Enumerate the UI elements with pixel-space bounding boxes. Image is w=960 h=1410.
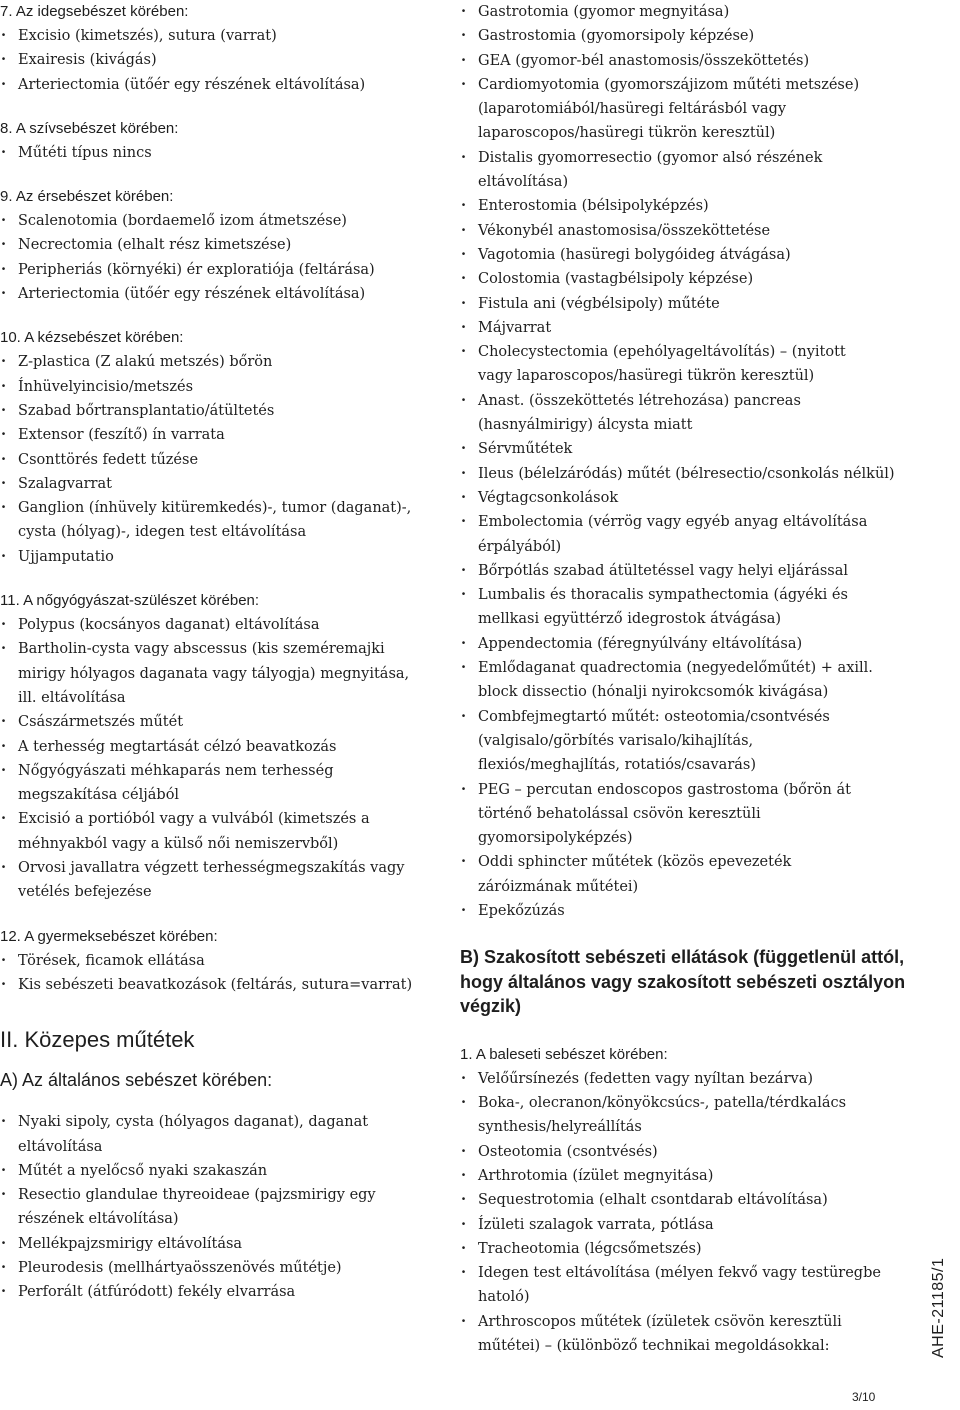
right-column: [460, 0, 906, 1358]
section-heading: 11. A nőgyógyászat-szülészet körében:: [0, 592, 260, 610]
list-item: · Ízületi szalagok varrata, pótlása: [460, 1213, 890, 1237]
list-item: · Ínhüvelyincisio/metszés: [0, 375, 440, 399]
list-item: · Sequestrotomia (elhalt csontdarab eltávolítása): [460, 1188, 890, 1212]
list-item: · Vagotomia (hasüregi bolygóideg átvágása): [460, 243, 890, 267]
section-heading: 1. A baleseti sebészet körében:: [460, 1045, 668, 1063]
section-12: [0, 925, 440, 998]
list-item: · Embolectomia (vérrög vagy egyéb anyag eltávolítása érpályából): [460, 510, 890, 559]
list-item: · GEA (gyomor-bél anastomosis/összeköttetés): [460, 49, 890, 73]
list-item: · Csonttörés fedett tűzése: [0, 448, 440, 472]
list-item: · Bőrpótlás szabad átültetéssel vagy helyi eljárással: [460, 559, 890, 583]
section-10: [0, 326, 440, 569]
item-list: [0, 141, 440, 165]
list-item: · Lumbalis és thoracalis sympathectomia (ágyéki és mellkasi együttérző idegrostok átvágása): [460, 583, 890, 632]
item-list: [460, 1067, 890, 1359]
list-item: · Appendectomia (féregnyúlvány eltávolítása): [460, 632, 890, 656]
list-item: · Császármetszés műtét: [0, 710, 440, 734]
section-a-title: A) Az általános sebészet körében:: [0, 1070, 273, 1091]
list-item: · Pleurodesis (mellhártyaösszenövés műtétje): [0, 1256, 440, 1280]
list-item: · Sérvműtétek: [460, 437, 890, 461]
item-list: [0, 24, 440, 97]
document-code: AHE-21185/1: [930, 1257, 947, 1358]
list-item: · Törések, ficamok ellátása: [0, 949, 440, 973]
list-item: · Orvosi javallatra végzett terhességmegszakítás vagy vetélés befejezése: [0, 856, 440, 905]
list-item: · Kis sebészeti beavatkozások (feltárás, sutura=varrat): [0, 973, 440, 997]
list-item: · Boka-, olecranon/könyökcsúcs-, patella/térdkalács synthesis/helyreállítás: [460, 1091, 890, 1140]
section-ii-title: II. Közepes műtétek: [0, 1027, 195, 1053]
list-item: · Resectio glandulae thyreoideae (pajzsmirigy egy részének eltávolítása): [0, 1183, 440, 1232]
list-item: · Cardiomyotomia (gyomorszájizom műtéti metszése) (laparotomiából/hasüregi feltárásból vagy laparoscopos/hasüregi tükrön keresztül): [460, 73, 890, 146]
list-item: · Arteriectomia (ütőér egy részének eltávolítása): [0, 73, 440, 97]
list-item: · Perforált (átfúródott) fekély elvarrása: [0, 1280, 440, 1304]
list-item: · Fistula ani (végbélsipoly) műtéte: [460, 292, 890, 316]
list-item: · Arthroscopos műtétek (ízületek csövön keresztüli műtétei) – (különböző technikai megoldásokkal:: [460, 1310, 890, 1359]
page-number: 3/10: [852, 1390, 876, 1404]
list-item: · Arteriectomia (ütőér egy részének eltávolítása): [0, 282, 440, 306]
list-item: · Excisio (kimetszés), sutura (varrat): [0, 24, 440, 48]
item-list: [0, 209, 440, 306]
list-item: · Mellékpajzsmirigy eltávolítása: [0, 1232, 440, 1256]
list-item: · Velőűrsínezés (fedetten vagy nyíltan bezárva): [460, 1067, 890, 1091]
list-item: · Műtéti típus nincs: [0, 141, 440, 165]
section-11: [0, 589, 440, 905]
section-heading: 12. A gyermeksebészet körében:: [0, 927, 218, 945]
list-item: · Szalagvarrat: [0, 472, 440, 496]
section-heading: 7. Az idegsebészet körében:: [0, 3, 189, 20]
list-item: · Peripheriás (környéki) ér exploratiója (feltárása): [0, 258, 440, 282]
list-item: · Arthrotomia (ízület megnyitása): [460, 1164, 890, 1188]
list-item: · Nyaki sipoly, cysta (hólyagos daganat), daganat eltávolítása: [0, 1110, 440, 1159]
list-item: · Anast. (összeköttetés létrehozása) pancreas (hasnyálmirigy) álcysta miatt: [460, 389, 890, 438]
list-item: · Enterostomia (bélsipolyképzés): [460, 194, 890, 218]
section-heading: 8. A szívsebészet körében:: [0, 119, 179, 137]
section-b1: [460, 1043, 890, 1359]
list-item: · PEG – percutan endoscopos gastrostoma (bőrön át történő behatolással csövön keresztüli gyomorsipolyképzés): [460, 778, 890, 851]
list-item: · Tracheotomia (légcsőmetszés): [460, 1237, 890, 1261]
list-item: · Z-plastica (Z alakú metszés) bőrön: [0, 350, 440, 374]
list-item: · Exairesis (kivágás): [0, 48, 440, 72]
section-b-title: B) Szakosított sebészeti ellátások (függetlenül attól, hogy általános vagy szakosított sebészeti osztályon végzik): [460, 947, 906, 1017]
list-item: · Osteotomia (csontvésés): [460, 1140, 890, 1164]
list-item: · Cholecystectomia (epehólyageltávolítás) – (nyitott vagy laparoscopos/hasüregi tükrön keresztül): [460, 340, 890, 389]
list-item: · Colostomia (vastagbélsipoly képzése): [460, 267, 890, 291]
list-item: · Végtagcsonkolások: [460, 486, 890, 510]
list-item: · Emlődaganat quadrectomia (negyedelőműtét) + axill. block dissectio (hónalji nyirokcsomók kivágása): [460, 656, 890, 705]
left-column: [0, 0, 440, 1305]
list-item: · Vékonybél anastomosisa/összeköttetése: [460, 219, 890, 243]
list-item: · Műtét a nyelőcső nyaki szakaszán: [0, 1159, 440, 1183]
section-heading: 9. Az érsebészet körében:: [0, 188, 174, 206]
list-item: · Ileus (bélelzáródás) műtét (bélresectio/csonkolás nélkül): [460, 462, 890, 486]
list-item: · Májvarrat: [460, 316, 890, 340]
list-item: · Excisió a portióból vagy a vulvából (kimetszés a méhnyakból vagy a külső női nemiszervből): [0, 807, 440, 856]
list-item: · Necrectomia (elhalt rész kimetszése): [0, 233, 440, 257]
section-9: [0, 185, 440, 306]
item-list: [0, 613, 440, 905]
list-item: · Combfejmegtartó műtét: osteotomia/csontvésés (valgisalo/görbítés varisalo/kihajlítás, flexiós/meghajlítás, rotatiós/csavarás): [460, 705, 890, 778]
list-item: · Idegen test eltávolítása (mélyen fekvő vagy testüregbe hatoló): [460, 1261, 890, 1310]
section-8: [0, 117, 440, 165]
list-item: · Ujjamputatio: [0, 545, 440, 569]
list-item: · Gastrotomia (gyomor megnyitása): [460, 0, 890, 24]
item-list: [0, 949, 440, 998]
list-item: · Ganglion (ínhüvely kitüremkedés)-, tumor (daganat)-, cysta (hólyag)-, idegen test eltávolítása: [0, 496, 440, 545]
section-7: [0, 0, 440, 97]
list-item: · Oddi sphincter műtétek (közös epevezeték záróizmának műtétei): [460, 850, 890, 899]
list-item: · Epekőzúzás: [460, 899, 890, 923]
list-item: · Scalenotomia (bordaemelő izom átmetszése): [0, 209, 440, 233]
item-list: [460, 0, 895, 923]
list-item: · Szabad bőrtransplantatio/átültetés: [0, 399, 440, 423]
list-item: · A terhesség megtartását célzó beavatkozás: [0, 735, 440, 759]
list-item: · Bartholin-cysta vagy abscessus (kis szeméremajki mirigy hólyagos daganata vagy tályogja) megnyitása, ill. eltávolítása: [0, 637, 440, 710]
list-item: · Nőgyógyászati méhkaparás nem terhesség megszakítása céljából: [0, 759, 440, 808]
item-list: [0, 1110, 440, 1304]
section-heading: 10. A kézsebészet körében:: [0, 329, 184, 347]
list-item: · Distalis gyomorresectio (gyomor alsó részének eltávolítása): [460, 146, 890, 195]
list-item: · Extensor (feszítő) ín varrata: [0, 423, 440, 447]
list-item: · Gastrostomia (gyomorsipoly képzése): [460, 24, 890, 48]
item-list: [0, 350, 440, 569]
list-item: · Polypus (kocsányos daganat) eltávolítása: [0, 613, 440, 637]
